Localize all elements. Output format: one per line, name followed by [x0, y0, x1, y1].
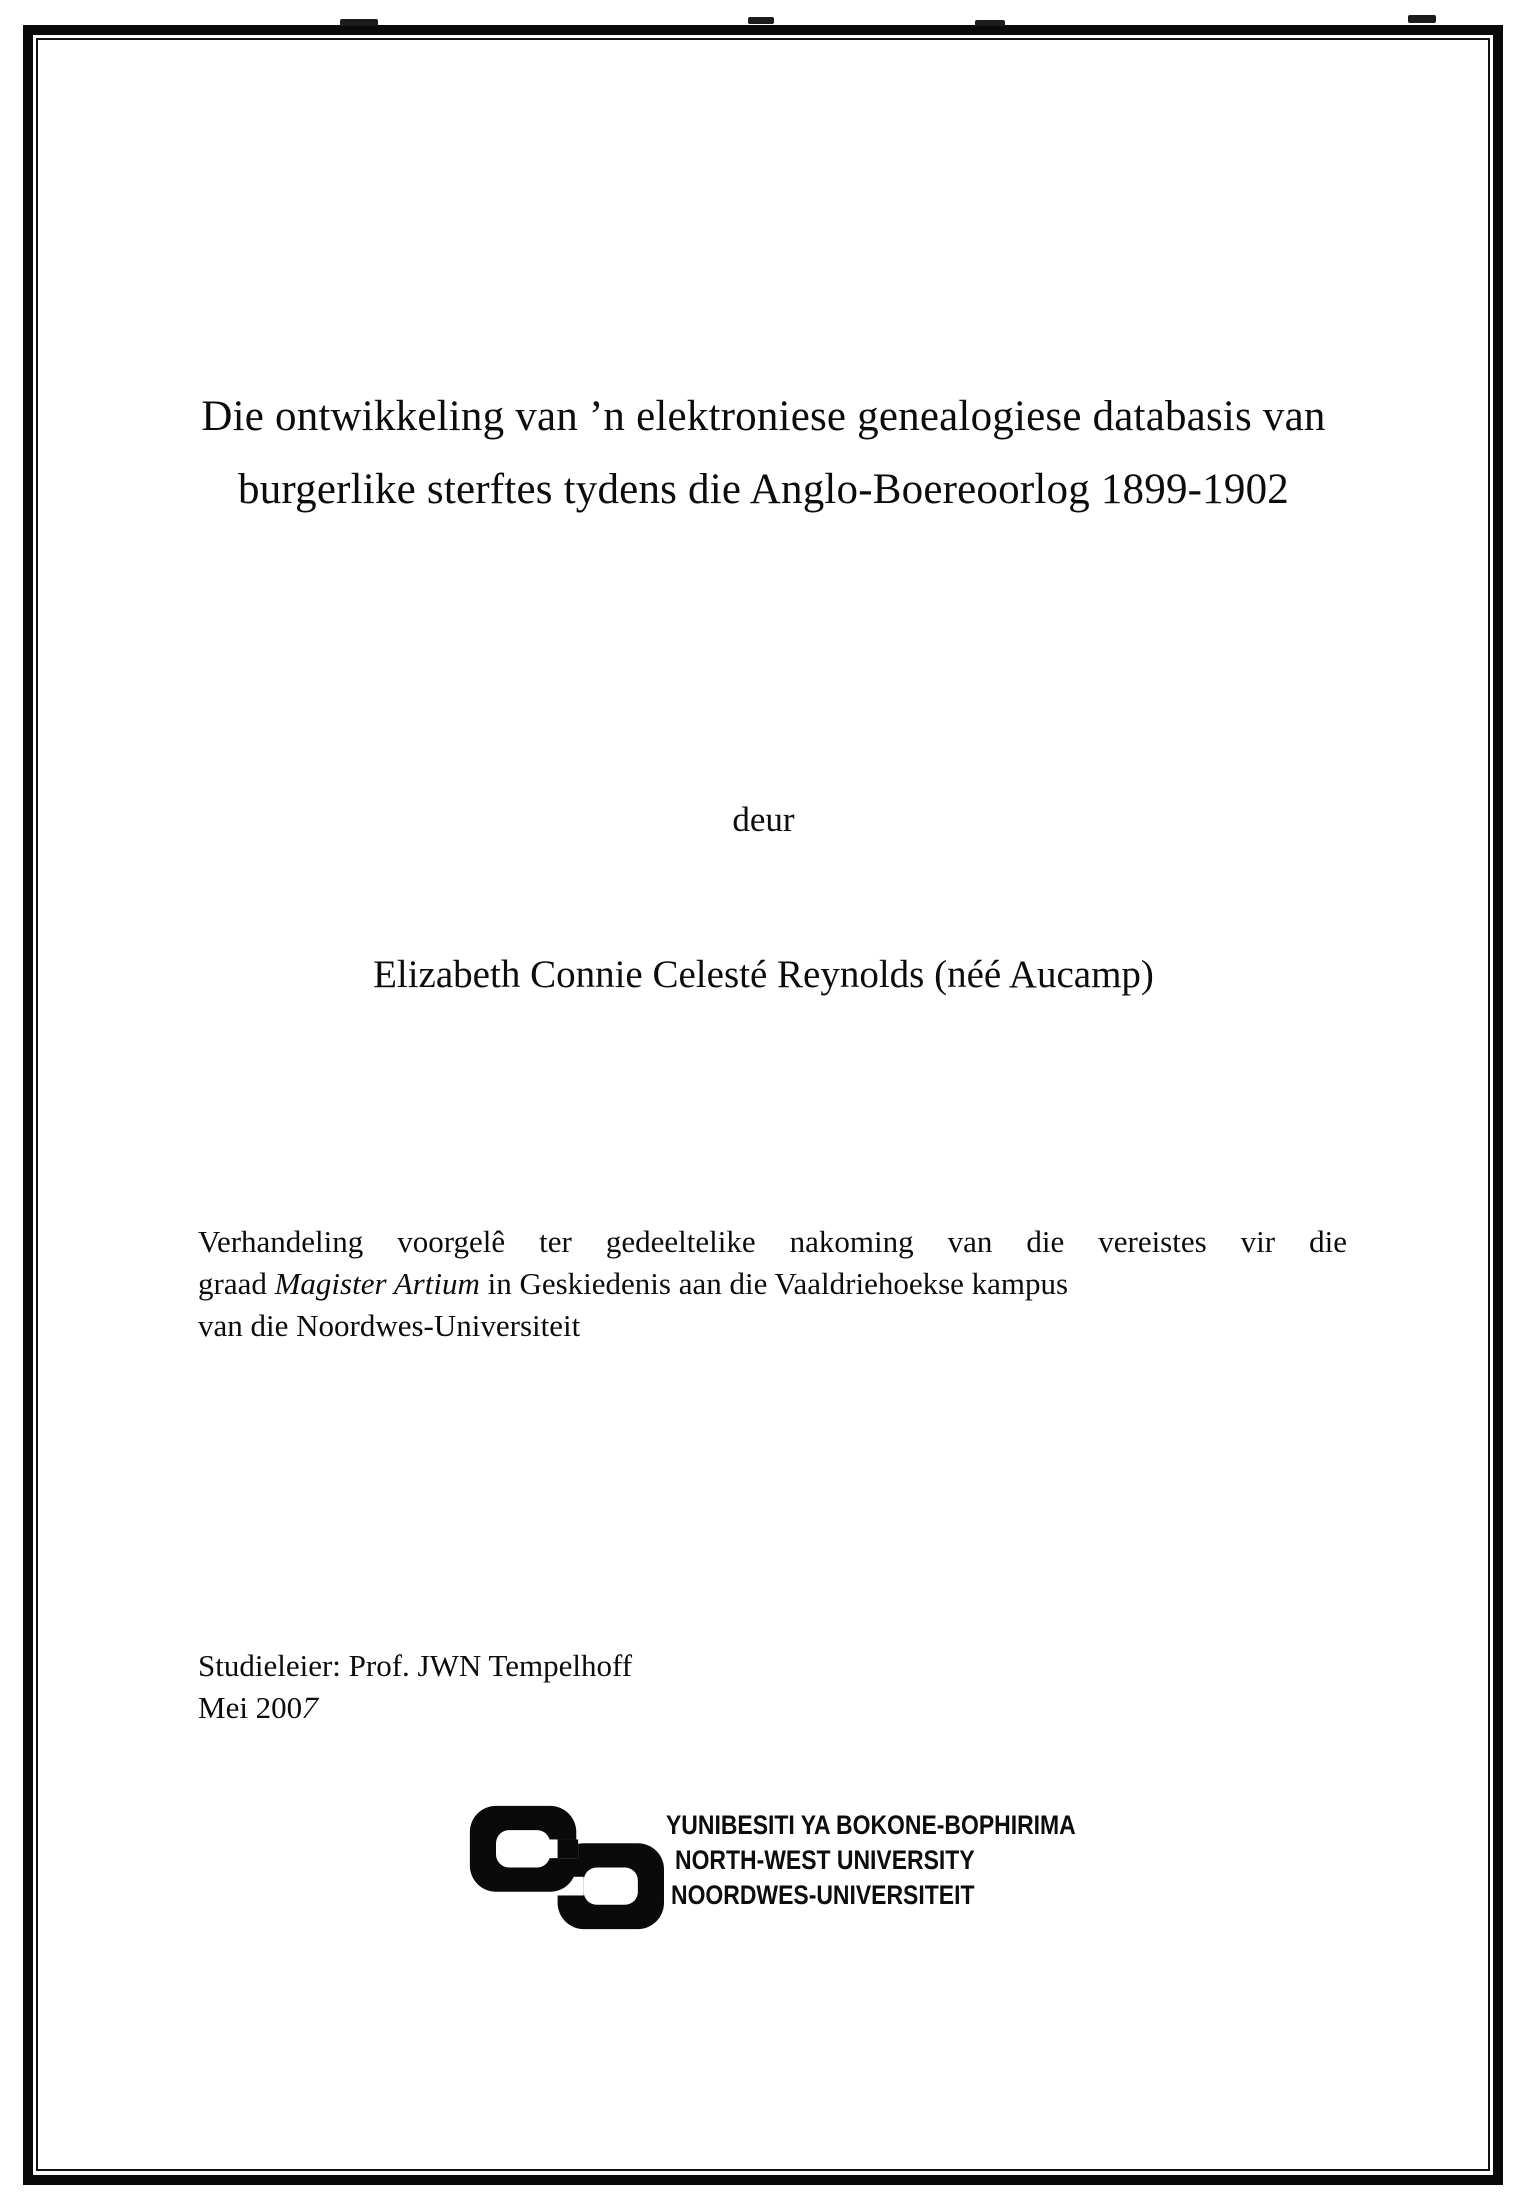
supervisor-block — [198, 1645, 632, 1729]
logo-line-english: NORTH-WEST UNIVERSITY — [675, 1845, 975, 1875]
nwu-logo-text — [666, 1808, 1148, 1913]
byline-deur: deur — [732, 800, 795, 839]
date-prefix: Mei 200 — [198, 1690, 303, 1725]
date-last-digit: 7 — [297, 1690, 323, 1725]
declaration-line2-pre: graad — [198, 1266, 275, 1301]
degree-declaration — [198, 1221, 1347, 1347]
scan-artifact — [748, 17, 774, 24]
scan-artifact — [340, 19, 378, 26]
logo-line-setswana: YUNIBESITI YA BOKONE-BOPHIRIMA — [666, 1810, 1076, 1840]
author-name: Elizabeth Connie Celesté Reynolds (néé Aucamp) — [373, 953, 1154, 996]
declaration-line3: van die Noordwes-Universiteit — [198, 1308, 581, 1343]
thesis-title-line2: burgerlike sterftes tydens die Anglo-Boereoorlog 1899-1902 — [238, 466, 1289, 513]
declaration-line1: Verhandeling voorgelê ter gedeeltelike nakoming van die vereistes vir die — [198, 1224, 1347, 1259]
nwu-chain-link-logo-icon — [468, 1804, 664, 1930]
supervisor-line: Studieleier: Prof. JWN Tempelhoff — [198, 1648, 633, 1683]
scan-artifact — [1408, 15, 1436, 23]
logo-line-afrikaans: NOORDWES-UNIVERSITEIT — [671, 1880, 975, 1910]
thesis-title-line1: Die ontwikkeling van ’n elektroniese genealogiese databasis van — [201, 393, 1326, 440]
nwu-logo — [468, 1804, 1168, 1944]
date-line — [198, 1687, 632, 1729]
declaration-line2-post: in Geskiedenis aan die Vaaldriehoekse kampus — [479, 1266, 1069, 1301]
degree-name-italic: Magister Artium — [274, 1266, 480, 1301]
thesis-title — [80, 380, 1447, 526]
declaration-line2 — [198, 1263, 1347, 1305]
scan-artifact — [975, 20, 1005, 26]
